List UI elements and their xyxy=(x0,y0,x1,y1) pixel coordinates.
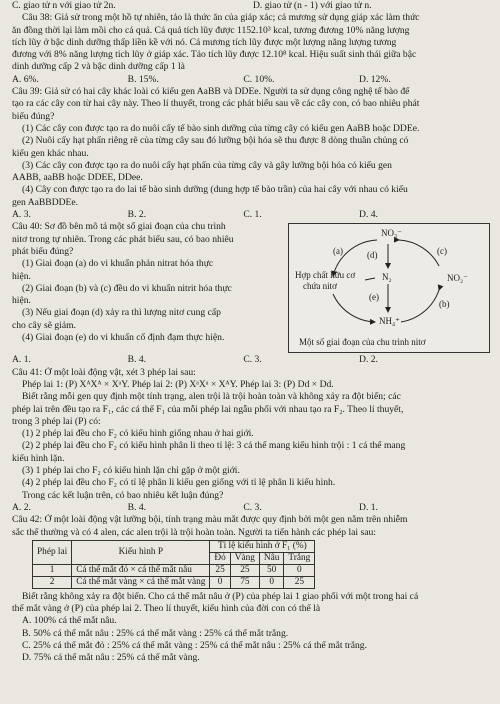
cell-brown: 50 xyxy=(259,564,284,576)
question-text: trong 3 phép lai (P) có: xyxy=(12,415,101,427)
option-b: B. 2. xyxy=(127,209,147,221)
question-41 xyxy=(12,367,494,515)
question-text: biểu đúng? xyxy=(12,110,55,122)
phenotype-table xyxy=(32,540,315,589)
question-text: ăn đồng thời lại làm mồi cho cá quả. Cá quả tích lũy được 1152.10³ kcal, tương đương 10% năng lượng xyxy=(12,24,410,36)
n2-label: N₂ xyxy=(382,272,392,283)
statement-2-cont: hiện. xyxy=(12,295,31,307)
option-a: A. 2. xyxy=(12,501,31,513)
cell-white: 0 xyxy=(284,564,315,576)
option-a: A. 100% cá thể mắt nâu. xyxy=(22,615,117,627)
statement-2: (2) 2 phép lai đều cho F₂ có kiểu hình phân li theo tỉ lệ: 3 cá thể mang kiểu hình trội : 1 cá thể mang xyxy=(22,440,406,452)
question-text: Biết rằng không xảy ra đột biến. Cho cá thể mắt nâu ở (P) của phép lai 1 giao phối với một trong hai cá xyxy=(22,590,419,602)
statement-1: (1) 2 phép lai đều cho F₂ có kiểu hình giống nhau ở hai giới. xyxy=(22,428,254,440)
question-40 xyxy=(12,221,494,354)
statement-2: (2) Nuôi cấy hạt phấn riêng rẽ của từng cây sau đó lưỡng bội hóa sẽ thu được 8 dòng thuần chủng có xyxy=(22,135,409,147)
row-id: 2 xyxy=(33,576,72,588)
question-text: dinh dưỡng cấp 2 và bậc dinh dưỡng cấp 1 là xyxy=(12,61,185,73)
nitrogen-cycle-diagram xyxy=(282,221,494,354)
stage-a-label: (a) xyxy=(333,246,343,257)
answer-options xyxy=(12,209,494,221)
option-d: D. 75% cá thể mắt nâu : 25% cá thể mắt vàng. xyxy=(22,652,200,664)
option-b: B. 50% cá thể mắt nâu : 25% cá thể mắt vàng : 25% cá thể mắt trắng. xyxy=(22,627,289,639)
question-text: sắc thể thường và có 4 alen, các alen trội là trội hoàn toàn. Người ta tiến hành các phép lai sau: xyxy=(12,526,376,538)
statement-4-cont: gen AaBBDDEe. xyxy=(12,196,79,208)
option-a: A. 1. xyxy=(12,354,31,366)
option-c: C. 3. xyxy=(243,354,262,366)
answer-options xyxy=(12,354,494,366)
question-text: thể mắt vàng ở (P) của phép lai 2. Theo lí thuyết, kiểu hình của đời con có thể là xyxy=(12,603,321,615)
question-text: tích lũy ở bậc dinh dưỡng thấp liền kề với nó. Cá mương tích lũy được một lượng năng lượng tương xyxy=(12,36,397,48)
option-d: D. 4. xyxy=(359,209,378,221)
row-id: 1 xyxy=(33,564,72,576)
no3-label: NO₃⁻ xyxy=(381,228,402,239)
nh4-label: NH₄⁺ xyxy=(379,316,400,327)
col-yellow: Vàng xyxy=(230,552,259,564)
col-white: Trắng xyxy=(284,552,315,564)
organic-label-2: chứa nitơ xyxy=(303,281,337,292)
question-39 xyxy=(12,86,494,221)
statement-4: (4) Cây con được tạo ra do lai tế bào sinh dưỡng (dung hợp tế bào trần) của hai cây với nhau có kiểu xyxy=(22,184,408,196)
organic-label: Hợp chất hữu cơ xyxy=(295,270,356,281)
option-a: A. 3. xyxy=(12,209,31,221)
statement-1: (1) Giai đoạn (a) do vi khuẩn phản nitrat hóa thực xyxy=(22,258,214,270)
statement-4: (4) Giai đoạn (e) do vi khuẩn cố định đạm thực hiện. xyxy=(22,332,225,344)
no2-label: NO₂⁻ xyxy=(447,273,468,284)
col-brown: Nâu xyxy=(259,552,284,564)
crosses: Phép lai 1: (P) XᴬXᴬ × XᵃY. Phép lai 2: (P) XᵃXᵃ × XᴬY. Phép lai 3: (P) Dd × Dd. xyxy=(22,378,334,390)
statement-3: (3) 1 phép lai cho F₂ có kiểu hình lặn chỉ gặp ở một giới. xyxy=(22,465,240,477)
statement-3-cont: AABB, aaBB hoặc DDEE, DDee. xyxy=(12,172,143,184)
statement-2: (2) Giai đoạn (b) và (c) đều do vi khuẩn nitrit hóa thực xyxy=(22,282,232,294)
question-38 xyxy=(12,12,494,86)
question-text: đương với 8% năng lượng tích lũy ở giáp xác. Tảo tích lũy được 12.10⁸ kcal. Hiệu suất sinh thái giữa bậc xyxy=(12,49,417,61)
question-text: Câu 39: Giả sử có hai cây khác loài có kiểu gen AaBB và DDEe. Người ta sử dụng công nghệ tế bào để xyxy=(12,86,410,98)
statement-1-cont: hiện. xyxy=(12,270,31,282)
option-a: A. 6%. xyxy=(12,73,39,85)
question-text: phát biểu đúng? xyxy=(12,245,74,257)
col-red: Đỏ xyxy=(210,552,230,564)
header-cross: Phép lai xyxy=(33,540,72,564)
header-phenotype: Kiểu hình P xyxy=(72,540,210,564)
stage-b-label: (b) xyxy=(439,299,450,310)
question-text: Câu 42: Ở một loài động vật lưỡng bội, tính trạng màu mắt được quy định bởi một gen nằm trên nhiễm xyxy=(12,514,408,526)
statement-3: (3) Nếu giai đoạn (d) xảy ra thì lượng nitơ cung cấp xyxy=(22,307,221,319)
option-d: D. 1. xyxy=(359,501,378,513)
cell-red: 0 xyxy=(210,576,230,588)
option-c: C. 3. xyxy=(243,501,262,513)
answer-options xyxy=(12,74,494,86)
option-d: D. 2. xyxy=(359,354,378,366)
statement-1: (1) Các cây con được tạo ra do nuôi cấy tế bào sinh dưỡng của từng cây có kiểu gen AaBB hoặc DDEe. xyxy=(22,122,420,134)
cell-white: 25 xyxy=(284,576,315,588)
statement-2-cont: kiểu gen khác nhau. xyxy=(12,147,89,159)
question-text: Câu 40: Sơ đồ bên mô tả một số giai đoạn của chu trình xyxy=(12,221,226,233)
statement-4: (4) 2 phép lai đều cho F₂ có tỉ lệ phân li kiểu gen giống với tỉ lệ phân li kiểu hình. xyxy=(22,477,336,489)
option-c: C. 25% cá thể mắt đỏ : 25% cá thể mắt vàng : 25% cá thể mắt nâu : 25% cá thể mắt trắng. xyxy=(22,639,367,651)
stage-e-label: (e) xyxy=(369,292,379,303)
cell-yellow: 75 xyxy=(230,576,259,588)
question-prompt: Trong các kết luận trên, có bao nhiêu kết luận đúng? xyxy=(22,489,224,501)
option-b: B. 4. xyxy=(127,354,147,366)
statement-3: (3) Các cây con được tạo ra do nuôi cấy hạt phấn của từng cây và gây lưỡng bội hóa có kiểu gen xyxy=(22,159,392,171)
table-row xyxy=(33,576,315,588)
question-text: tạo ra các cây con từ hai cây này. Theo lí thuyết, trong các phát biểu sau về các cây con, có bao nhiêu phát xyxy=(12,98,420,110)
question-text: nitơ trong tự nhiên. Trong các phát biểu sau, có bao nhiêu xyxy=(12,233,234,245)
question-text: phép lai trên đều tạo ra F₁, các cá thể F₁ của mỗi phép lai ngẫu phối với nhau tạo ra F₂. Theo lí thuyết, xyxy=(12,403,404,415)
option-d: D. 12%. xyxy=(359,73,391,85)
question-text: Câu 38: Giả sử trong một hồ tự nhiên, tảo là thức ăn của giáp xác; cá mương sử dụng giáp xác làm thức xyxy=(22,12,420,24)
option-b: B. 15%. xyxy=(127,73,159,85)
question-text: Biết rằng mỗi gen quy định một tính trạng, alen trội là trội hoàn toàn và không xảy ra đột biến; các xyxy=(22,391,401,403)
row-phenotype: Cá thể mắt đỏ × cá thể mắt nâu xyxy=(72,564,210,576)
question-text: Câu 41: Ở một loài động vật, xét 3 phép lai sau: xyxy=(12,366,196,378)
header-ratio: Tỉ lệ kiểu hình ở F₁ (%) xyxy=(210,540,315,552)
statement-3-cont: cho cây sẽ giảm. xyxy=(12,319,76,331)
row-phenotype: Cá thể mắt vàng × cá thể mắt vàng xyxy=(72,576,210,588)
prev-question-options xyxy=(12,0,494,12)
cell-brown: 0 xyxy=(259,576,284,588)
question-42 xyxy=(12,514,494,664)
statement-2-cont: kiểu hình lặn. xyxy=(12,452,65,464)
option-c: C. 10%. xyxy=(243,73,275,85)
diagram-frame xyxy=(288,223,490,353)
option-c: C. giao tử n với giao tử 2n. xyxy=(12,0,116,11)
option-c: C. 1. xyxy=(243,209,262,221)
cell-yellow: 25 xyxy=(230,564,259,576)
stage-c-label: (c) xyxy=(437,246,447,257)
option-b: B. 4. xyxy=(127,501,147,513)
cell-red: 25 xyxy=(210,564,230,576)
answer-options xyxy=(12,502,494,514)
option-d: D. giao tử (n - 1) với giao tử n. xyxy=(253,0,372,11)
diagram-caption: Một số giai đoạn của chu trình nitơ xyxy=(299,337,426,348)
stage-d-label: (d) xyxy=(367,250,378,261)
table-row xyxy=(33,564,315,576)
question-40-text xyxy=(12,221,282,354)
